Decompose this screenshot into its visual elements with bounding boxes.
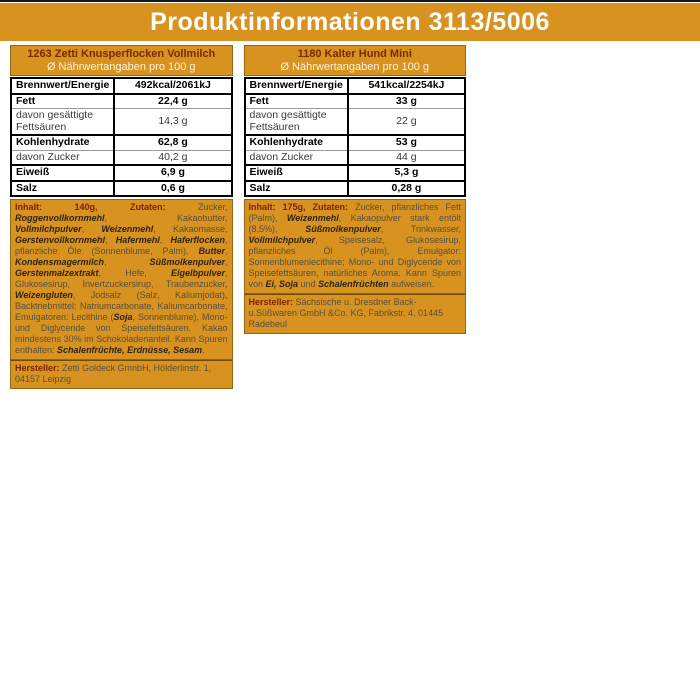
product-title: 1263 Zetti Knusperflocken Vollmilch bbox=[27, 48, 216, 60]
text-segment-label: Hersteller: bbox=[15, 363, 60, 373]
text-segment-allergen: Schalenfrüchte, Erdnüsse, Sesam bbox=[57, 345, 203, 355]
text-segment-normal: , bbox=[159, 235, 171, 245]
manufacturer-text bbox=[10, 360, 233, 389]
nutrient-value: 0,6 g bbox=[114, 181, 231, 197]
nutrient-value: 44 g bbox=[348, 150, 465, 165]
text-segment-allergen: Soja bbox=[113, 312, 133, 322]
text-segment-normal: , bbox=[105, 235, 116, 245]
nutrient-label: Eiweiß bbox=[11, 165, 114, 181]
text-segment-label: Inhalt: 140g, Zutaten: bbox=[15, 202, 166, 212]
text-segment-allergen: Weizenmehl bbox=[101, 224, 154, 234]
text-segment-allergen: Eigelbpulver bbox=[170, 268, 225, 278]
text-segment-normal: , bbox=[224, 246, 228, 256]
text-segment-allergen: Süßmolkenpulver bbox=[305, 224, 381, 234]
text-segment-normal: und bbox=[298, 279, 319, 289]
text-segment-normal: , bbox=[104, 257, 150, 267]
nutrition-row bbox=[11, 181, 232, 197]
page-title: Produktinformationen 3113/5006 bbox=[0, 3, 700, 41]
nutrient-label: Salz bbox=[245, 181, 348, 197]
text-segment-normal: , Hefe, bbox=[98, 268, 171, 278]
product-subtitle: Ø Nährwertangaben pro 100 g bbox=[46, 61, 196, 73]
text-segment-normal: Zucker, pflanzliches Fett (Palm), bbox=[248, 202, 461, 223]
text-segment-allergen: Weizenmehl bbox=[286, 213, 339, 223]
nutrition-row bbox=[245, 181, 466, 197]
nutrient-value: 22,4 g bbox=[114, 94, 231, 109]
nutrient-value: 22 g bbox=[348, 109, 465, 136]
text-segment-allergen: Roggenvollkornmehl bbox=[15, 213, 105, 223]
nutrient-label: Fett bbox=[11, 94, 114, 109]
text-segment-normal: aufweisen. bbox=[388, 279, 435, 289]
text-segment-allergen: Butter bbox=[198, 246, 225, 256]
nutrient-label: davon Zucker bbox=[11, 150, 114, 165]
text-segment-allergen: Ei, Soja bbox=[265, 279, 299, 289]
nutrition-row bbox=[11, 135, 232, 150]
nutrition-row bbox=[245, 150, 466, 165]
nutrient-value: 33 g bbox=[348, 94, 465, 109]
product-card-kalter-hund-mini bbox=[244, 45, 467, 389]
product-title: 1180 Kalter Hund Mini bbox=[297, 48, 412, 60]
nutrient-value: 492kcal/2061kJ bbox=[134, 79, 211, 91]
nutrition-row bbox=[11, 94, 232, 109]
text-segment-allergen: Schalenfrüchten bbox=[318, 279, 389, 289]
nutrition-row bbox=[11, 109, 232, 136]
nutrient-label: Salz bbox=[11, 181, 114, 197]
text-segment-normal: , Trinkwasser, bbox=[380, 224, 462, 234]
text-segment-normal: Sächsische u. Dresdner Back- u.Süßwaren GmbH &Co. KG, Fabrikstr. 4, 01445 Radebeul bbox=[248, 297, 444, 329]
nutrient-value: 541kcal/2254kJ bbox=[368, 79, 445, 91]
product-card-zetti-knusperflocken bbox=[10, 45, 233, 389]
text-segment-allergen: Vollmilchpulver bbox=[15, 224, 82, 234]
text-segment-label: Hersteller: bbox=[248, 297, 294, 307]
ingredients-text bbox=[244, 199, 467, 294]
text-segment-allergen: Kondensmagermilch bbox=[15, 257, 105, 267]
nutrition-table bbox=[244, 77, 467, 197]
nutrient-label: Brennwert/Energie bbox=[11, 78, 114, 94]
nutrient-value: 53 g bbox=[348, 135, 465, 150]
text-segment-allergen: Hafermehl bbox=[115, 235, 160, 245]
text-segment-normal: , Glukosesirup, Invertzuckersirup, Traubenzucker, bbox=[15, 268, 228, 289]
manufacturer-text bbox=[244, 294, 467, 334]
text-segment-normal: , bbox=[81, 224, 102, 234]
nutrient-label: Kohlenhydrate bbox=[245, 135, 348, 150]
product-header bbox=[244, 45, 467, 76]
nutrition-row bbox=[245, 135, 466, 150]
text-segment-normal: , Jodsalz (Salz, Kaliumjodat), Backtriebmittel: Natriumcarbonate, Kaliumcarbonate, Emulgatoren: Lecithine ( bbox=[15, 290, 228, 322]
nutrient-label: Kohlenhydrate bbox=[11, 135, 114, 150]
text-segment-normal: Zetti Goldeck GmnbH, Hölderlinstr. 1, 04157 Leipzig bbox=[15, 363, 212, 384]
nutrient-value: 62,8 g bbox=[114, 135, 231, 150]
product-columns bbox=[0, 41, 466, 389]
nutrient-label: davon Zucker bbox=[245, 150, 348, 165]
text-segment-label: Inhalt: 175g, Zutaten: bbox=[248, 202, 348, 212]
nutrient-label: davon gesättigte Fettsäuren bbox=[11, 109, 114, 136]
nutrition-row bbox=[11, 165, 232, 181]
nutrient-label: davon gesättigte Fettsäuren bbox=[245, 109, 348, 136]
nutrient-value: 14,3 g bbox=[114, 109, 231, 136]
text-segment-allergen: Gerstenmalzextrakt bbox=[15, 268, 99, 278]
text-segment-normal: , Speisesalz, Glukosesirup, pflanzliches Öl (Palm), Emulgator: Sonnenblumenlecithine; Mono- und Diglyceride von Speisefettsäuren, natürliches Aroma. Kann Spuren von bbox=[248, 235, 461, 289]
text-segment-allergen: Haferflocken bbox=[170, 235, 225, 245]
text-segment-normal: . bbox=[202, 345, 205, 355]
ingredients-text bbox=[10, 199, 233, 360]
nutrition-row bbox=[245, 78, 466, 94]
nutrition-row bbox=[245, 109, 466, 136]
nutrient-value: 6,9 g bbox=[114, 165, 231, 181]
nutrient-label: Brennwert/Energie bbox=[245, 78, 348, 94]
text-segment-normal: , Sonnenblume), Mono- und Diglyceride von Speisefettsäuren. Kakao mindestens 30% im Schokoladenanteil. Kann Spuren enthalten: bbox=[15, 312, 228, 355]
nutrient-label: Fett bbox=[245, 94, 348, 109]
product-subtitle: Ø Nährwertangaben pro 100 g bbox=[280, 61, 430, 73]
text-segment-allergen: Vollmilchpulver bbox=[248, 235, 316, 245]
text-segment-normal: , Kakaopulver stark entölt (8,5%), bbox=[248, 213, 462, 234]
nutrient-value: 0,28 g bbox=[348, 181, 465, 197]
nutrition-row bbox=[245, 94, 466, 109]
text-segment-allergen: Süßmolkenpulver bbox=[149, 257, 225, 267]
nutrient-label: Eiweiß bbox=[245, 165, 348, 181]
text-segment-normal: Zucker, bbox=[165, 202, 228, 212]
text-segment-allergen: Weizengluten bbox=[15, 290, 73, 300]
nutrient-value: 40,2 g bbox=[114, 150, 231, 165]
text-segment-normal: , pflanzliche Öle (Sonnenblume, Palm), bbox=[15, 235, 228, 256]
text-segment-normal: , bbox=[224, 257, 228, 267]
nutrition-row bbox=[11, 78, 232, 94]
nutrition-row bbox=[245, 165, 466, 181]
text-segment-allergen: Gerstenvollkornmehl bbox=[15, 235, 106, 245]
nutrition-table bbox=[10, 77, 233, 197]
text-segment-normal: , Kakaobutter, bbox=[104, 213, 228, 223]
product-header bbox=[10, 45, 233, 76]
nutrient-value: 5,3 g bbox=[348, 165, 465, 181]
nutrition-row bbox=[11, 150, 232, 165]
text-segment-normal: , Kakaomasse, bbox=[153, 224, 228, 234]
